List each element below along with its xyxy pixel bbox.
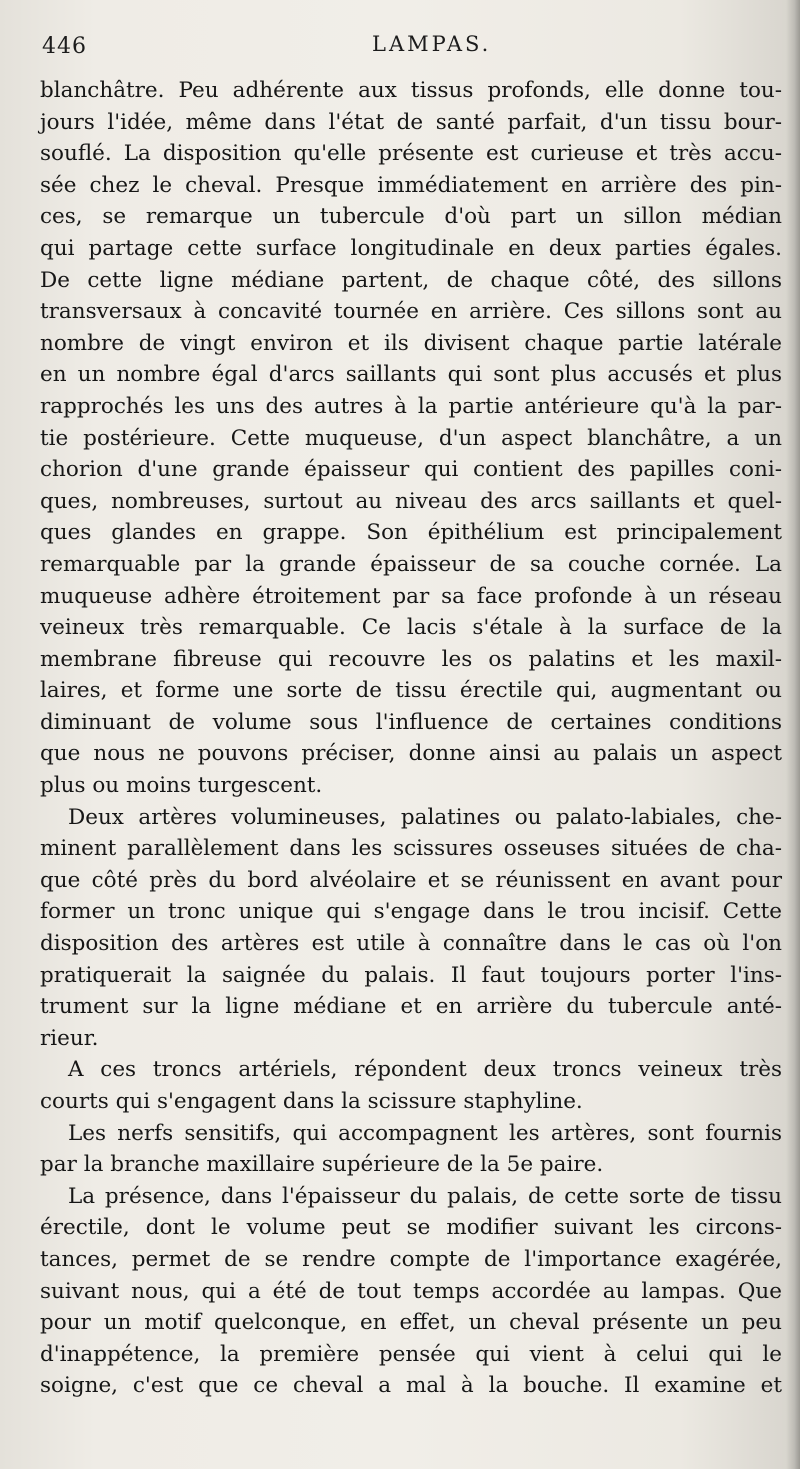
text-line: soigne, c'est que ce cheval a mal à la bouche. Il examine et (40, 1373, 782, 1399)
text-line: ces, se remarque un tubercule d'où part un sillon médian (40, 204, 782, 230)
text-line: blanchâtre. Peu adhérente aux tissus profonds, elle donne tou- (40, 78, 782, 103)
text-line: rapprochés les uns des autres à la partie antérieure qu'à la par- (40, 393, 782, 419)
text-line: disposition des artères est utile à connaître dans le cas où l'on (40, 931, 782, 957)
page-header (42, 30, 782, 62)
text-line: membrane fibreuse qui recouvre les os palatins et les maxil- (40, 646, 782, 672)
text-line: souflé. La disposition qu'elle présente est curieuse et très accu- (40, 141, 782, 167)
running-title: LAMPAS. (372, 32, 492, 56)
spine-shadow (786, 0, 800, 1469)
text-line: d'inappétence, la première pensée qui vient à celui qui le (40, 1341, 782, 1367)
text-line: A ces troncs artériels, répondent deux troncs veineux très (68, 1057, 782, 1083)
text-line: ques, nombreuses, surtout au niveau des arcs saillants et quel- (40, 488, 782, 514)
text-line: De cette ligne médiane partent, de chaque côté, des sillons (40, 267, 782, 293)
text-line: courts qui s'engagent dans la scissure staphyline. (40, 1089, 583, 1114)
text-line: Les nerfs sensitifs, qui accompagnent les artères, sont fournis (68, 1120, 782, 1146)
text-line: pratiquerait la saignée du palais. Il faut toujours porter l'ins- (40, 962, 782, 988)
text-line: érectile, dont le volume peut se modifier suivant les circons- (40, 1215, 782, 1241)
text-line: sée chez le cheval. Presque immédiatement en arrière des pin- (40, 172, 782, 198)
text-line: minent parallèlement dans les scissures osseuses situées de cha- (40, 836, 782, 862)
text-line: chorion d'une grande épaisseur qui contient des papilles coni- (40, 457, 782, 483)
text-line: jours l'idée, même dans l'état de santé parfait, d'un tissu bour- (40, 109, 782, 135)
text-line: diminuant de volume sous l'influence de certaines conditions (40, 709, 782, 735)
text-line: pour un motif quelconque, en effet, un cheval présente un peu (40, 1310, 782, 1336)
text-line: suivant nous, qui a été de tout temps accordée au lampas. Que (40, 1278, 782, 1304)
body-text (40, 75, 782, 1402)
text-line: que nous ne pouvons préciser, donne ainsi au palais un aspect (40, 741, 782, 767)
text-line: remarquable par la grande épaisseur de sa couche cornée. La (40, 551, 782, 577)
text-line: La présence, dans l'épaisseur du palais, de cette sorte de tissu (68, 1183, 782, 1209)
text-line: muqueuse adhère étroitement par sa face profonde à un réseau (40, 583, 782, 609)
text-line: rieur. (40, 1025, 99, 1051)
text-line: plus ou moins turgescent. (40, 773, 323, 799)
text-line: transversaux à concavité tournée en arrière. Ces sillons sont au (40, 299, 782, 325)
text-line: par la branche maxillaire supérieure de la 5e paire. (40, 1152, 604, 1178)
text-line: que côté près du bord alvéolaire et se réunissent en avant pour (40, 867, 782, 893)
text-line: en un nombre égal d'arcs saillants qui sont plus accusés et plus (40, 362, 782, 388)
text-line: former un tronc unique qui s'engage dans le trou incisif. Cette (40, 899, 782, 925)
text-line: qui partage cette surface longitudinale en deux parties égales. (40, 235, 782, 261)
text-line: nombre de vingt environ et ils divisent chaque partie latérale (40, 330, 782, 356)
text-line: laires, et forme une sorte de tissu érectile qui, augmentant ou (40, 678, 782, 704)
text-line: tances, permet de se rendre compte de l'importance exagérée, (40, 1246, 782, 1272)
text-line: trument sur la ligne médiane et en arrière du tubercule anté- (40, 994, 782, 1020)
page-number: 446 (42, 34, 87, 59)
text-line: ques glandes en grappe. Son épithélium est principalement (40, 520, 782, 546)
text-line: Deux artères volumineuses, palatines ou palato-labiales, che- (68, 804, 782, 830)
text-line: tie postérieure. Cette muqueuse, d'un aspect blanchâtre, a un (40, 425, 782, 451)
text-line: veineux très remarquable. Ce lacis s'étale à la surface de la (40, 615, 782, 641)
